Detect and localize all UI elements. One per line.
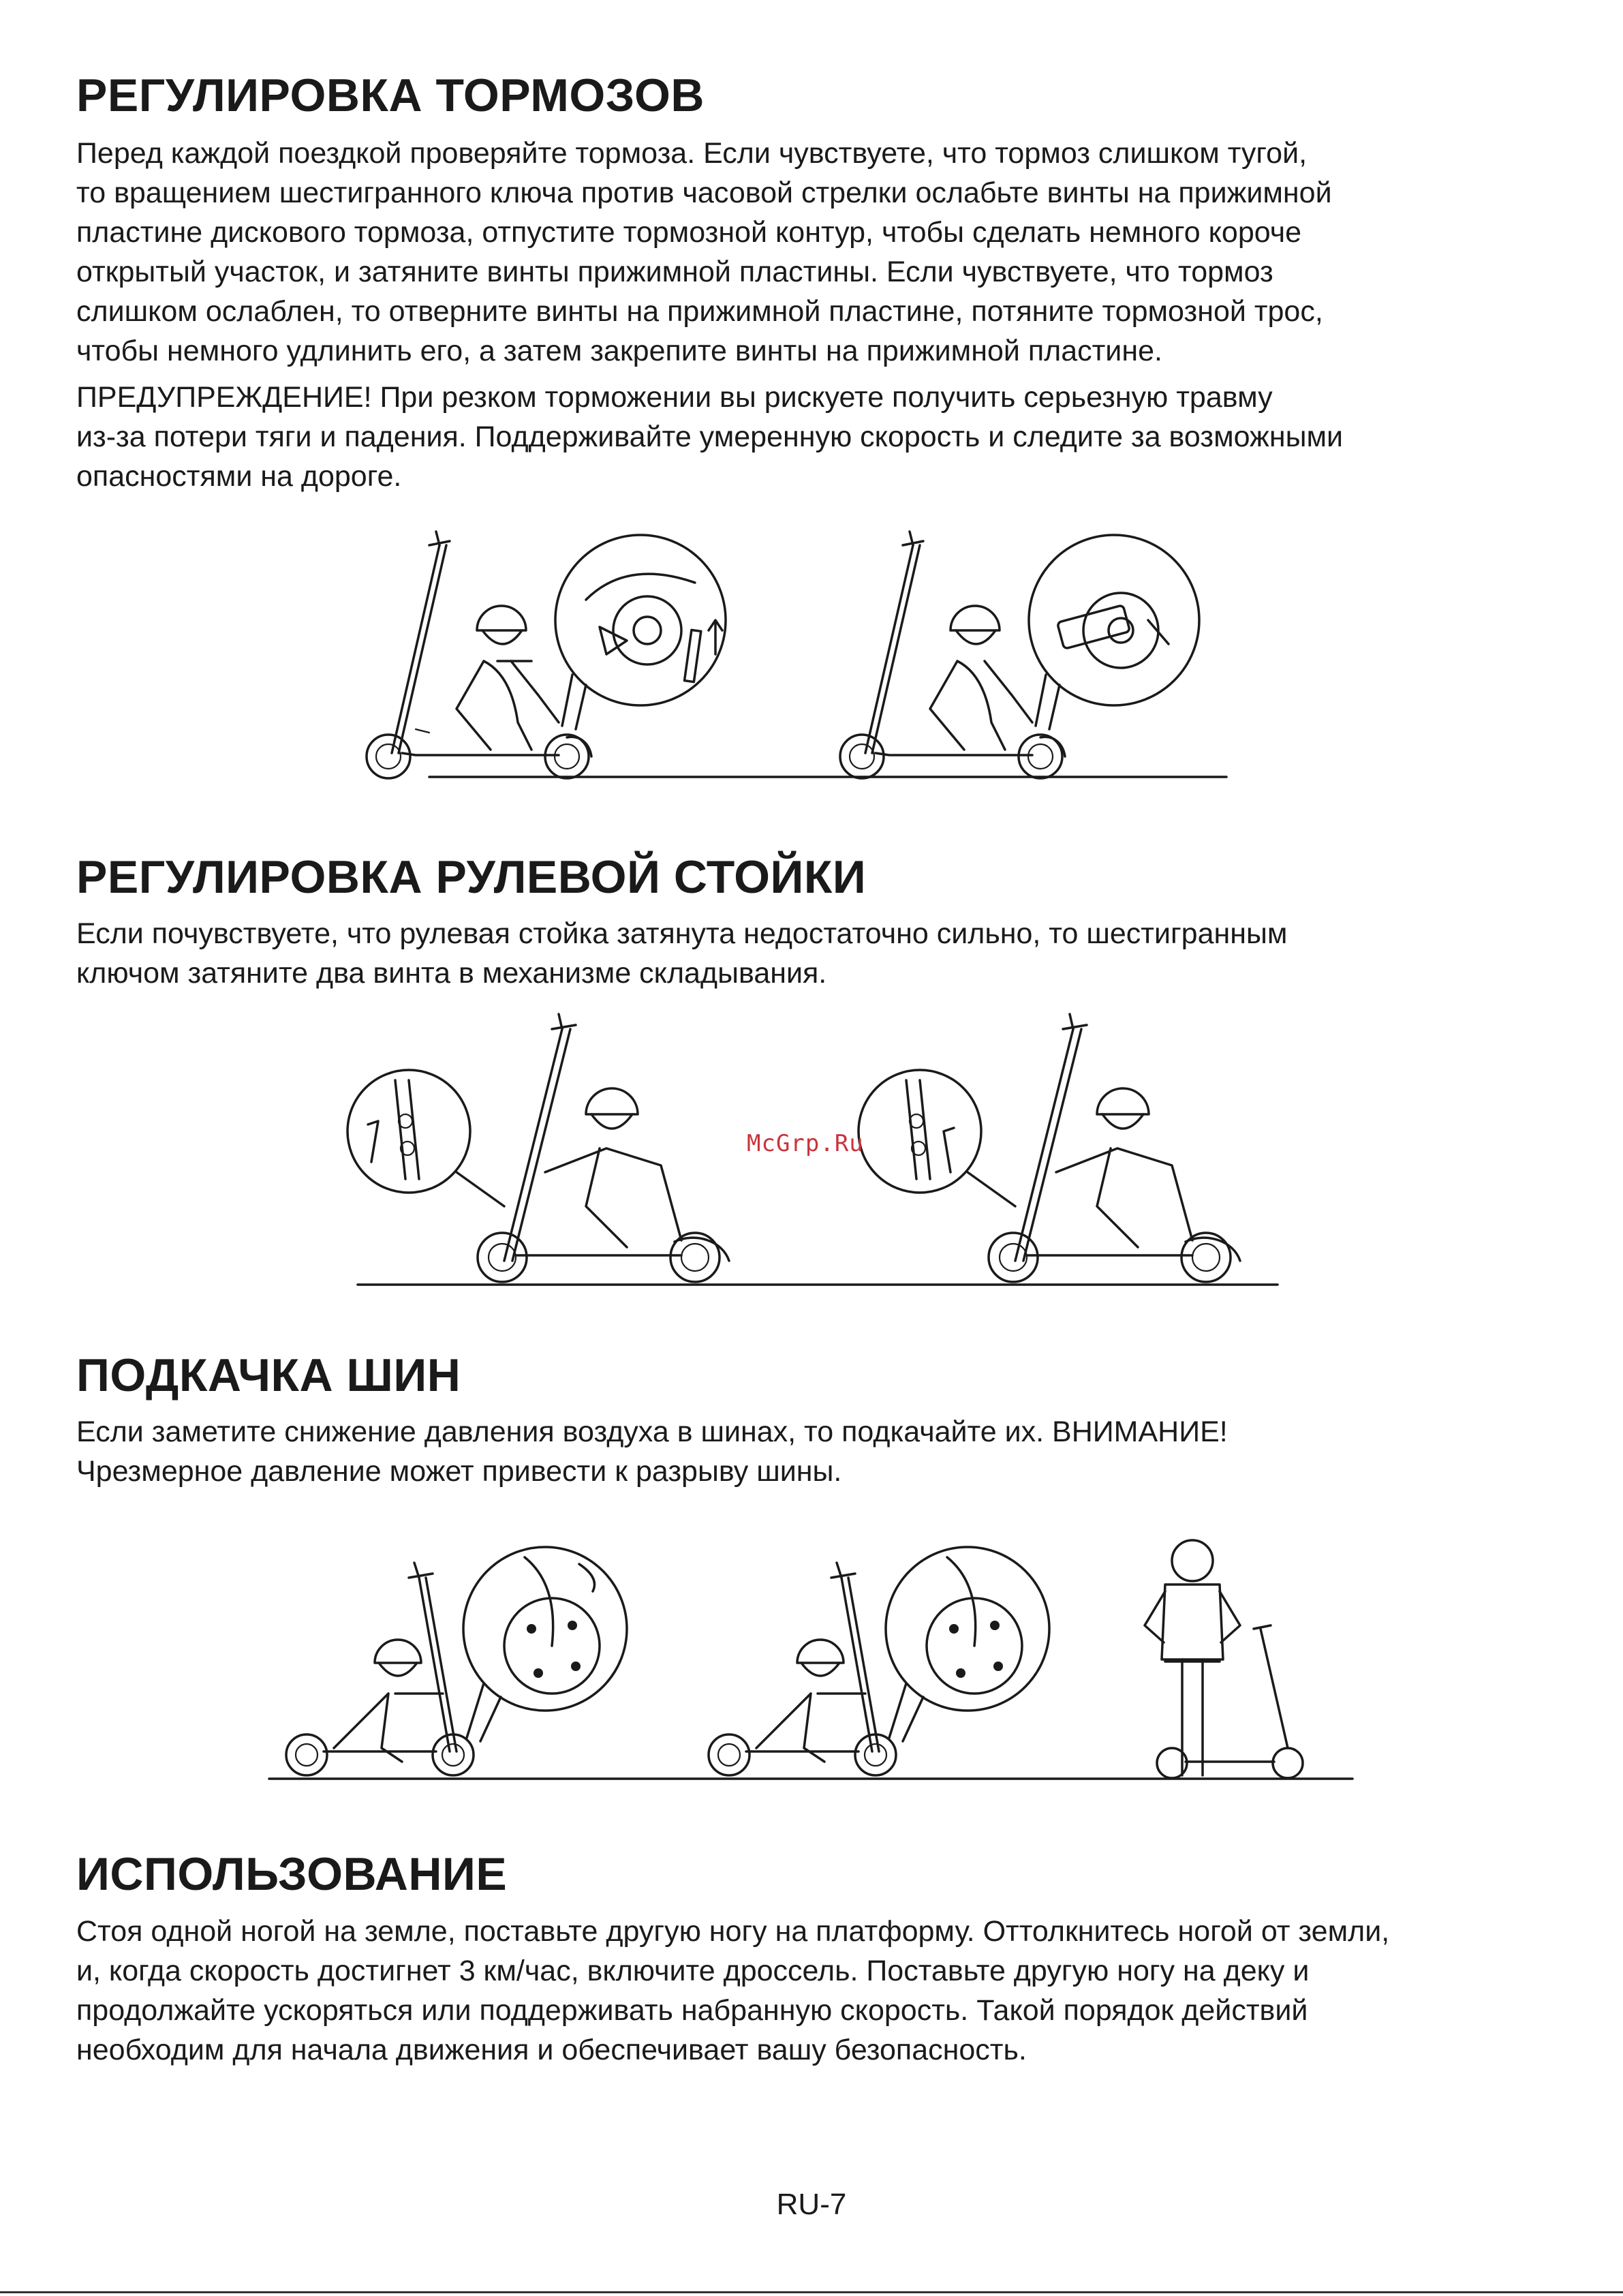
page-bottom-border bbox=[0, 2291, 1623, 2293]
person-illustration bbox=[1056, 1088, 1192, 1247]
brakes-title: РЕГУЛИРОВКА ТОРМОЗОВ bbox=[76, 70, 705, 121]
person-illustration bbox=[545, 1088, 681, 1247]
text-line: пластине дискового тормоза, отпустите тормозной контур, чтобы сделать немного короче bbox=[76, 216, 1302, 249]
text-line: ПРЕДУПРЕЖДЕНИЕ! При резком торможении вы рискуете получить серьезную травму bbox=[76, 381, 1273, 414]
scooter-illustration bbox=[478, 1014, 729, 1282]
scooter-illustration bbox=[989, 1014, 1240, 1282]
usage-title: ИСПОЛЬЗОВАНИЕ bbox=[76, 1848, 508, 1900]
tires-paragraph bbox=[76, 1412, 1596, 1491]
scooter-illustration bbox=[840, 532, 1065, 778]
text-line: Если почувствуете, что рулевая стойка затянута недостаточно сильно, то шестигранным bbox=[76, 917, 1288, 950]
brakes-paragraph bbox=[76, 134, 1596, 371]
person-illustration bbox=[756, 1640, 865, 1762]
brakes-illustration bbox=[354, 518, 1261, 791]
text-line: чтобы немного удлинить его, а затем закрепите винты на прижимной пластине. bbox=[76, 335, 1162, 367]
watermark: McGrp.Ru bbox=[747, 1130, 864, 1157]
steering-title: РЕГУЛИРОВКА РУЛЕВОЙ СТОЙКИ bbox=[76, 851, 867, 903]
tires-illustration bbox=[266, 1523, 1363, 1796]
tire-valve-zoom bbox=[463, 1547, 627, 1741]
text-line: ключом затяните два винта в механизме складывания. bbox=[76, 957, 827, 990]
usage-paragraph bbox=[76, 1912, 1596, 2070]
scooter-illustration bbox=[286, 1563, 474, 1775]
text-line: опасностями на дороге. bbox=[76, 460, 402, 493]
steering-paragraph bbox=[76, 914, 1596, 993]
text-line: продолжайте ускоряться или поддерживать набранную скорость. Такой порядок действий bbox=[76, 1994, 1308, 2027]
text-line: слишком ослаблен, то отверните винты на прижимной пластине, потяните тормозной трос, bbox=[76, 295, 1323, 328]
text-line: Чрезмерное давление может привести к разрыву шины. bbox=[76, 1455, 842, 1488]
text-line: то вращением шестигранного ключа против часовой стрелки ослабьте винты на прижимной bbox=[76, 177, 1332, 209]
brake-detail-zoom bbox=[1029, 535, 1199, 729]
person-standing-illustration bbox=[1145, 1540, 1240, 1775]
person-illustration bbox=[457, 606, 559, 750]
text-line: открытый участок, и затяните винты прижимной пластины. Если чувствуете, что тормоз bbox=[76, 256, 1273, 288]
text-line: Перед каждой поездкой проверяйте тормоза. Если чувствуете, что тормоз слишком тугой, bbox=[76, 137, 1308, 170]
fold-detail-zoom bbox=[859, 1070, 1015, 1206]
scooter-illustration bbox=[367, 532, 1226, 778]
tires-title: ПОДКАЧКА ШИН bbox=[76, 1349, 461, 1401]
scooter-illustration bbox=[709, 1563, 896, 1775]
brake-detail-zoom bbox=[555, 535, 726, 729]
text-line: и, когда скорость достигнет 3 км/час, включите дроссель. Поставьте другую ногу на деку и bbox=[76, 1955, 1310, 1987]
person-illustration bbox=[930, 606, 1032, 750]
scooter-illustration bbox=[1157, 1625, 1303, 1778]
text-line: Если заметите снижение давления воздуха в шинах, то подкачайте их. ВНИМАНИЕ! bbox=[76, 1415, 1228, 1448]
brakes-warning bbox=[76, 378, 1596, 496]
person-illustration bbox=[334, 1640, 443, 1762]
text-line: Стоя одной ногой на земле, поставьте другую ногу на платформу. Оттолкнитесь ногой от земли, bbox=[76, 1915, 1390, 1948]
text-line: необходим для начала движения и обеспечивает вашу безопасность. bbox=[76, 2034, 1027, 2066]
tire-valve-zoom bbox=[886, 1547, 1049, 1741]
text-line: из-за потери тяги и падения. Поддерживайте умеренную скорость и следите за возможными bbox=[76, 420, 1344, 453]
page-number: RU-7 bbox=[776, 2188, 847, 2221]
fold-detail-zoom bbox=[347, 1070, 504, 1206]
